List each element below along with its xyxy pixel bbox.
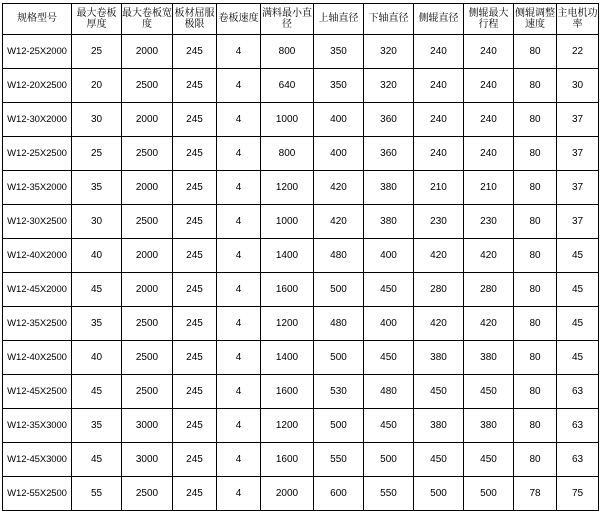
cell-value: 320 — [364, 69, 414, 103]
cell-value: 800 — [261, 35, 314, 69]
cell-value: 450 — [364, 409, 414, 443]
cell-value: 245 — [173, 273, 217, 307]
column-header: 侧辊调整速度 — [514, 4, 557, 35]
column-header: 最大卷板厚度 — [72, 4, 122, 35]
cell-value: 4 — [217, 307, 261, 341]
cell-value: 63 — [557, 375, 599, 409]
cell-value: 245 — [173, 409, 217, 443]
cell-value: 80 — [514, 239, 557, 273]
cell-value: 37 — [557, 103, 599, 137]
cell-model: W12-30X2500 — [3, 205, 72, 239]
cell-value: 1200 — [261, 171, 314, 205]
cell-value: 500 — [314, 341, 364, 375]
cell-value: 45 — [557, 239, 599, 273]
cell-value: 80 — [514, 103, 557, 137]
cell-value: 230 — [414, 205, 464, 239]
cell-value: 360 — [364, 137, 414, 171]
cell-value: 4 — [217, 69, 261, 103]
table-body — [3, 35, 599, 511]
cell-model: W12-35X3000 — [3, 409, 72, 443]
table-row — [3, 103, 599, 137]
cell-value: 550 — [364, 477, 414, 511]
cell-value: 4 — [217, 171, 261, 205]
cell-value: 240 — [464, 137, 514, 171]
cell-value: 2500 — [122, 307, 173, 341]
cell-value: 245 — [173, 69, 217, 103]
cell-value: 600 — [314, 477, 364, 511]
cell-value: 245 — [173, 477, 217, 511]
cell-value: 240 — [464, 35, 514, 69]
cell-value: 1600 — [261, 375, 314, 409]
cell-value: 245 — [173, 35, 217, 69]
cell-value: 4 — [217, 239, 261, 273]
cell-value: 480 — [314, 239, 364, 273]
cell-value: 320 — [364, 35, 414, 69]
table-row — [3, 443, 599, 477]
cell-value: 450 — [364, 341, 414, 375]
cell-model: W12-35X2500 — [3, 307, 72, 341]
table-row — [3, 307, 599, 341]
cell-value: 400 — [314, 137, 364, 171]
cell-value: 500 — [314, 273, 364, 307]
cell-value: 40 — [72, 341, 122, 375]
cell-value: 45 — [557, 273, 599, 307]
cell-value: 240 — [464, 69, 514, 103]
cell-value: 30 — [72, 205, 122, 239]
cell-value: 45 — [557, 307, 599, 341]
table-row — [3, 69, 599, 103]
cell-value: 80 — [514, 171, 557, 205]
cell-value: 63 — [557, 443, 599, 477]
cell-value: 1400 — [261, 239, 314, 273]
column-header: 板材屈服极限 — [173, 4, 217, 35]
cell-value: 45 — [72, 375, 122, 409]
cell-value: 30 — [557, 69, 599, 103]
cell-value: 380 — [364, 205, 414, 239]
column-header: 主电机功率 — [557, 4, 599, 35]
cell-value: 20 — [72, 69, 122, 103]
cell-value: 45 — [72, 443, 122, 477]
cell-value: 240 — [464, 103, 514, 137]
cell-value: 80 — [514, 137, 557, 171]
cell-model: W12-55X2500 — [3, 477, 72, 511]
cell-value: 240 — [414, 69, 464, 103]
cell-value: 500 — [464, 477, 514, 511]
cell-model: W12-40X2500 — [3, 341, 72, 375]
cell-value: 80 — [514, 273, 557, 307]
cell-value: 80 — [514, 307, 557, 341]
cell-value: 400 — [364, 239, 414, 273]
cell-value: 78 — [514, 477, 557, 511]
cell-value: 2500 — [122, 205, 173, 239]
cell-value: 380 — [414, 341, 464, 375]
cell-value: 245 — [173, 443, 217, 477]
table-row — [3, 477, 599, 511]
cell-value: 1600 — [261, 273, 314, 307]
cell-value: 500 — [314, 409, 364, 443]
cell-value: 420 — [314, 205, 364, 239]
cell-value: 2500 — [122, 375, 173, 409]
cell-value: 550 — [314, 443, 364, 477]
cell-value: 2000 — [122, 35, 173, 69]
cell-value: 500 — [364, 443, 414, 477]
cell-value: 240 — [414, 137, 464, 171]
cell-model: W12-45X2500 — [3, 375, 72, 409]
cell-value: 4 — [217, 273, 261, 307]
cell-value: 45 — [72, 273, 122, 307]
cell-value: 1600 — [261, 443, 314, 477]
cell-value: 2000 — [261, 477, 314, 511]
cell-value: 1200 — [261, 307, 314, 341]
table-row — [3, 171, 599, 205]
cell-value: 240 — [414, 103, 464, 137]
cell-value: 450 — [414, 375, 464, 409]
cell-model: W12-25X2500 — [3, 137, 72, 171]
cell-value: 280 — [464, 273, 514, 307]
cell-value: 30 — [72, 103, 122, 137]
cell-value: 640 — [261, 69, 314, 103]
cell-value: 1000 — [261, 205, 314, 239]
cell-value: 4 — [217, 103, 261, 137]
cell-value: 4 — [217, 205, 261, 239]
table-row — [3, 205, 599, 239]
cell-value: 230 — [464, 205, 514, 239]
cell-value: 37 — [557, 171, 599, 205]
cell-value: 245 — [173, 307, 217, 341]
cell-value: 80 — [514, 409, 557, 443]
cell-value: 35 — [72, 409, 122, 443]
cell-value: 37 — [557, 137, 599, 171]
cell-value: 380 — [464, 409, 514, 443]
cell-value: 80 — [514, 341, 557, 375]
cell-value: 1400 — [261, 341, 314, 375]
cell-value: 450 — [414, 443, 464, 477]
cell-model: W12-45X3000 — [3, 443, 72, 477]
cell-model: W12-20X2500 — [3, 69, 72, 103]
cell-value: 480 — [364, 375, 414, 409]
cell-value: 400 — [314, 103, 364, 137]
cell-model: W12-30X2000 — [3, 103, 72, 137]
cell-value: 245 — [173, 341, 217, 375]
cell-value: 350 — [314, 69, 364, 103]
cell-model: W12-40X2000 — [3, 239, 72, 273]
column-header: 满料最小直径 — [261, 4, 314, 35]
cell-value: 210 — [414, 171, 464, 205]
cell-value: 245 — [173, 239, 217, 273]
table-row — [3, 35, 599, 69]
cell-model: W12-25X2000 — [3, 35, 72, 69]
cell-value: 380 — [414, 409, 464, 443]
cell-value: 63 — [557, 409, 599, 443]
cell-value: 80 — [514, 375, 557, 409]
column-header: 最大卷板宽度 — [122, 4, 173, 35]
cell-value: 80 — [514, 35, 557, 69]
cell-value: 245 — [173, 137, 217, 171]
cell-value: 420 — [464, 239, 514, 273]
table-header-row — [3, 4, 599, 35]
cell-value: 3000 — [122, 443, 173, 477]
cell-model: W12-35X2000 — [3, 171, 72, 205]
column-header: 上轴直径 — [314, 4, 364, 35]
cell-value: 530 — [314, 375, 364, 409]
table-row — [3, 341, 599, 375]
cell-value: 25 — [72, 35, 122, 69]
cell-value: 450 — [364, 273, 414, 307]
cell-model: W12-45X2000 — [3, 273, 72, 307]
cell-value: 4 — [217, 137, 261, 171]
cell-value: 80 — [514, 443, 557, 477]
cell-value: 360 — [364, 103, 414, 137]
table-row — [3, 375, 599, 409]
cell-value: 4 — [217, 35, 261, 69]
cell-value: 1200 — [261, 409, 314, 443]
cell-value: 2500 — [122, 137, 173, 171]
cell-value: 2500 — [122, 341, 173, 375]
cell-value: 450 — [464, 443, 514, 477]
cell-value: 4 — [217, 443, 261, 477]
table-row — [3, 273, 599, 307]
column-header: 规格型号 — [3, 4, 72, 35]
cell-value: 25 — [72, 137, 122, 171]
cell-value: 80 — [514, 69, 557, 103]
cell-value: 4 — [217, 409, 261, 443]
cell-value: 37 — [557, 205, 599, 239]
cell-value: 350 — [314, 35, 364, 69]
cell-value: 480 — [314, 307, 364, 341]
cell-value: 240 — [414, 35, 464, 69]
cell-value: 45 — [557, 341, 599, 375]
cell-value: 420 — [414, 307, 464, 341]
cell-value: 4 — [217, 341, 261, 375]
cell-value: 245 — [173, 103, 217, 137]
cell-value: 22 — [557, 35, 599, 69]
cell-value: 4 — [217, 477, 261, 511]
cell-value: 55 — [72, 477, 122, 511]
table-row — [3, 137, 599, 171]
column-header: 下轴直径 — [364, 4, 414, 35]
cell-value: 1000 — [261, 103, 314, 137]
cell-value: 2000 — [122, 273, 173, 307]
cell-value: 420 — [414, 239, 464, 273]
cell-value: 40 — [72, 239, 122, 273]
specification-table — [2, 3, 599, 511]
table-row — [3, 239, 599, 273]
cell-value: 245 — [173, 171, 217, 205]
cell-value: 420 — [314, 171, 364, 205]
table-row — [3, 409, 599, 443]
cell-value: 2000 — [122, 171, 173, 205]
column-header: 侧辊最大行程 — [464, 4, 514, 35]
column-header: 侧辊直径 — [414, 4, 464, 35]
cell-value: 800 — [261, 137, 314, 171]
cell-value: 80 — [514, 205, 557, 239]
cell-value: 2000 — [122, 103, 173, 137]
cell-value: 75 — [557, 477, 599, 511]
cell-value: 35 — [72, 307, 122, 341]
cell-value: 380 — [464, 341, 514, 375]
cell-value: 450 — [464, 375, 514, 409]
column-header: 卷板速度 — [217, 4, 261, 35]
cell-value: 380 — [364, 171, 414, 205]
cell-value: 420 — [464, 307, 514, 341]
cell-value: 4 — [217, 375, 261, 409]
cell-value: 2500 — [122, 69, 173, 103]
cell-value: 500 — [414, 477, 464, 511]
cell-value: 245 — [173, 205, 217, 239]
cell-value: 280 — [414, 273, 464, 307]
cell-value: 245 — [173, 375, 217, 409]
cell-value: 210 — [464, 171, 514, 205]
cell-value: 3000 — [122, 409, 173, 443]
cell-value: 35 — [72, 171, 122, 205]
cell-value: 400 — [364, 307, 414, 341]
cell-value: 2500 — [122, 477, 173, 511]
cell-value: 2000 — [122, 239, 173, 273]
